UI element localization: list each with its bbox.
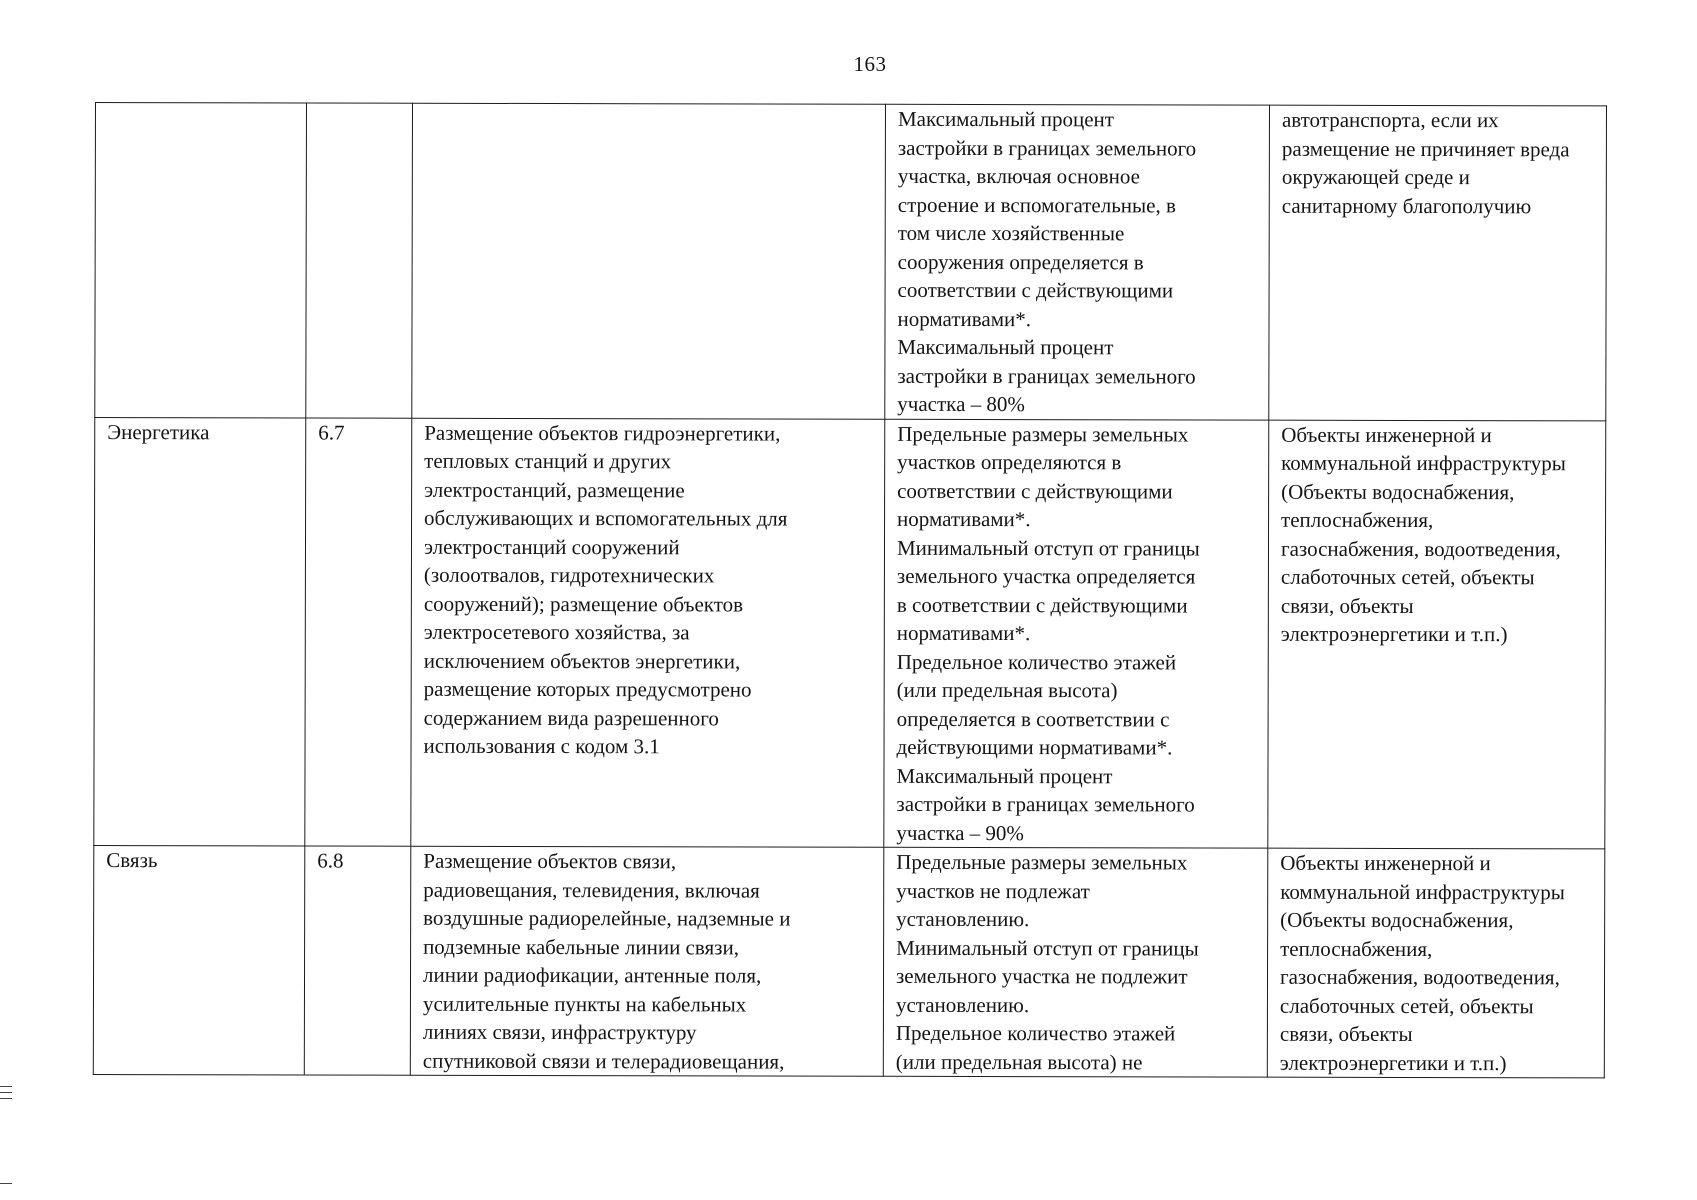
use-type-name-cell — [95, 103, 307, 418]
binding-mark — [0, 1086, 12, 1087]
auxiliary-uses-cell: Объекты инженерной и коммунальной инфраструктуры (Объекты водоснабжения, теплоснабжения, газоснабжения, водоотведения, слаботочных сетей, объекты связи, объекты электроэнергетики и т.п.) — [1268, 420, 1606, 849]
use-description-cell — [412, 103, 886, 419]
use-type-name-cell: Энергетика — [94, 417, 306, 846]
parameters-cell: Максимальный процент застройки в границах земельного участка, включая основное строение и вспомогательные, в том числе хозяйственные сооружения определяется в соответствии с действующими нормативами*. Максимальный процент застройки в границах земельного участка – 80% — [885, 104, 1270, 419]
use-code-cell: 6.7 — [305, 417, 412, 846]
table-row — [95, 103, 1607, 421]
use-code-cell — [306, 103, 413, 418]
binding-mark — [0, 1092, 12, 1093]
table-row — [93, 845, 1605, 1077]
auxiliary-uses-cell: Объекты инженерной и коммунальной инфраструктуры (Объекты водоснабжения, теплоснабжения, газоснабжения, водоотведения, слаботочных сетей, объекты связи, объекты электроэнергетики и т.п.) — [1267, 848, 1605, 1078]
parameters-cell: Предельные размеры земельных участков не подлежат установлению. Минимальный отступ от границы земельного участка не подлежит установлению. Предельное количество этажей (или предельная высота) не — [883, 847, 1268, 1077]
binding-mark — [0, 1183, 12, 1184]
use-code-cell: 6.8 — [304, 846, 411, 1075]
binding-mark — [0, 1098, 12, 1099]
land-use-table — [93, 102, 1607, 1078]
use-type-name-cell: Связь — [93, 845, 305, 1074]
page-number: 163 — [853, 52, 887, 76]
parameters-cell: Предельные размеры земельных участков определяются в соответствии с действующими нормативами*. Минимальный отступ от границы земельного участка определяется в соответствии с действующими нормативами*. Предельное количество этажей (или предельная высота) определяется в соответствии с действующими нормативами*. Максимальный процент застройки в границах земельного участка – 90% — [884, 419, 1269, 848]
use-description-cell: Размещение объектов связи, радиовещания, телевидения, включая воздушные радиорелейные, надземные и подземные кабельные линии связи, линии радиофикации, антенные поля, усилительные пункты на кабельных линиях связи, инфраструктуру спутниковой связи и телерадиовещания, — [410, 846, 884, 1076]
auxiliary-uses-cell: автотранспорта, если их размещение не причиняет вреда окружающей среде и санитарному благополучию — [1269, 105, 1607, 420]
use-description-cell: Размещение объектов гидроэнергетики, тепловых станций и других электростанций, размещение обслуживающих и вспомогательных для электростанций сооружений (золоотвалов, гидротехнических сооружений); размещение объектов электросетевого хозяйства, за исключением объектов энергетики, размещение которых предусмотрено содержанием вида разрешенного использования с кодом 3.1 — [411, 418, 885, 848]
table-row — [94, 417, 1606, 849]
